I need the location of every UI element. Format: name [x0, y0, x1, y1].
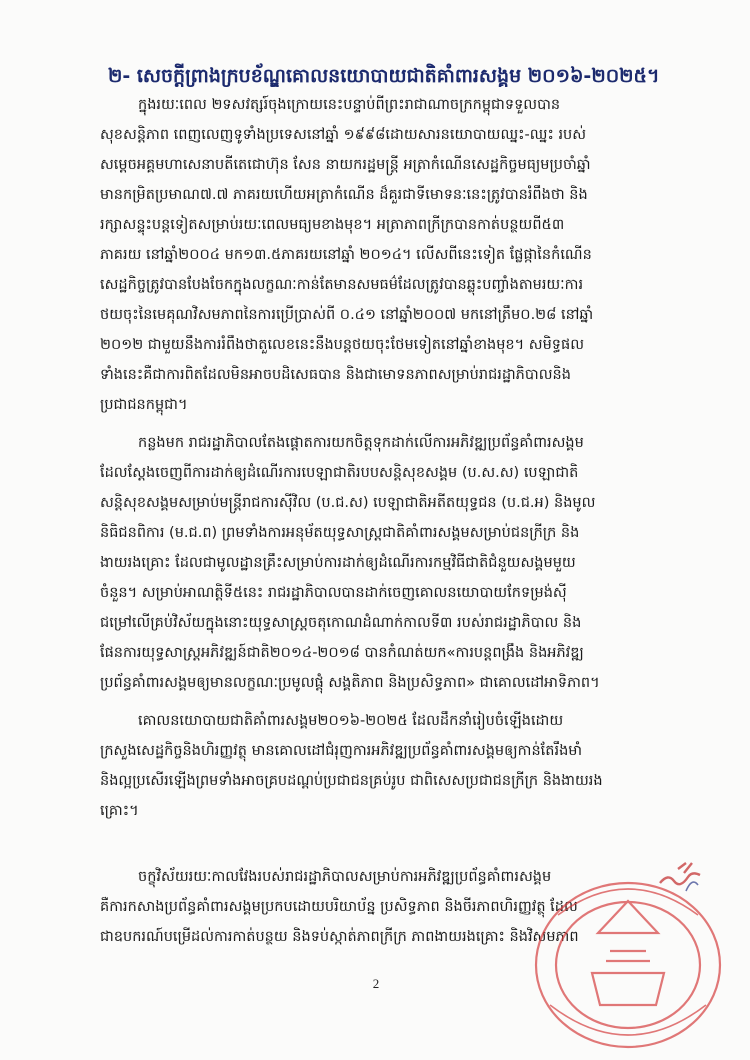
paragraph-line: និងល្អប្រសើរឡើងព្រមទាំងអាចគ្របដណ្តប់ប្រជាជនគ្រប់រូប ជាពិសេសប្រជាជនក្រីក្រ និងងាយរង	[100, 773, 603, 789]
paragraph-line: ចំនួន។ សម្រាប់អាណត្តិទី៥នេះ រាជរដ្ឋាភិបាលបានដាក់ចេញគោលនយោបាយកែទម្រង់ស៊ី	[100, 585, 567, 601]
section-heading: ២- សេចក្តីព្រាងក្របខ័ណ្ឌគោលនយោបាយជាតិគាំពារសង្គម ២០១៦-២០២៥។	[108, 65, 660, 87]
paragraph-line: គឺការកសាងប្រព័ន្ធគាំពារសង្គមប្រកបដោយបរិយាប័ន្ន ប្រសិទ្ធភាព និងចីរភាពហិរញ្ញវត្ថុ ដែល	[100, 899, 578, 915]
official-seal-icon	[510, 855, 730, 1055]
paragraph-line: ដែលស្តែងចេញពីការដាក់ឲ្យដំណើរការបេឡាជាតិរបបសន្តិសុខសង្គម (ប.ស.ស) បេឡាជាតិ	[100, 465, 579, 481]
paragraph-line: សន្តិសុខសង្គមសម្រាប់មន្ត្រីរាជការស៊ីវិល (ប.ជ.ស) បេឡាជាតិអតីតយុទ្ធជន (ប.ជ.អ) និងមូល	[100, 495, 596, 511]
paragraph-line: ថយចុះនៃមេគុណវិសមភាពនៃការប្រើប្រាស់ពី ០.៤១ នៅឆ្នាំ២០០៧ មកនៅត្រឹម០.២៨ នៅឆ្នាំ	[100, 307, 594, 323]
paragraph-line: ប្រជាជនកម្ពុជា។	[100, 397, 188, 413]
paragraph-line: សុខសន្តិភាព ពេញលេញទូទាំងប្រទេសនៅឆ្នាំ ១៩៩៨ដោយសារនយោបាយឈ្នះ-ឈ្នះ របស់	[100, 127, 587, 143]
paragraph-line: ផែនការយុទ្ធសាស្រ្តអភិវឌ្ឍន៍ជាតិ២០១៤-២០១៨ បានកំណត់យក«ការបន្តពង្រឹង និងអភិវឌ្ឍ	[100, 645, 584, 661]
paragraph-1	[100, 90, 672, 420]
paragraph-2	[100, 428, 672, 698]
paragraph-line: ទាំងនេះគឺជាការពិតដែលមិនអាចបដិសេធបាន និងជាមោទនភាពសម្រាប់រាជរដ្ឋាភិបាលនិង	[100, 367, 571, 383]
paragraph-line: ងាយរងគ្រោះ ដែលជាមូលដ្ឋានគ្រឹះសម្រាប់ការដាក់ឲ្យដំណើរការកម្មវិធីជាតិជំនួយសង្គមមួយ	[100, 555, 576, 571]
paragraph-line: គ្រោះ។	[100, 803, 139, 819]
paragraph-line: ២០១២ ជាមួយនឹងការរំពឹងថាតួលេខនេះនឹងបន្តថយចុះថែមទៀតនៅឆ្នាំខាងមុខ។ សមិទ្ធផល	[100, 337, 585, 353]
paragraph-line: សម្តេចអគ្គមហាសេនាបតីតេជោហ៊ុន សែន នាយករដ្ឋមន្ត្រី អត្រាកំណើនសេដ្ឋកិច្ចមធ្យមប្រចាំឆ្នាំ	[100, 157, 591, 173]
paragraph-line: គោលនយោបាយជាតិគាំពារសង្គម២០១៦-២០២៥ ដែលដឹកនាំរៀបចំឡើងដោយ	[138, 713, 564, 729]
paragraph-line: និធិជនពិការ (ម.ជ.ព) ព្រមទាំងការអនុម័តយុទ្ធសាស្ត្រជាតិគាំពារសង្គមសម្រាប់ជនក្រីក្រ និង	[100, 525, 580, 541]
paragraph-3	[100, 706, 672, 826]
paragraph-line: សេដ្ឋកិច្ចត្រូវបានបែងចែកក្នុងលក្ខណៈកាន់តែមានសមធម៌ដែលត្រូវបានឆ្លុះបញ្ចាំងតាមរយៈការ	[100, 277, 584, 293]
paragraph-line: ក្នុងរយៈពេល ២ទសវត្សរ៍ចុងក្រោយនេះបន្ទាប់ពីព្រះរាជាណាចក្រកម្ពុជាទទួលបាន	[138, 97, 561, 113]
paragraph-line: រក្សាសន្ទុះបន្តទៀតសម្រាប់រយៈពេលមធ្យមខាងមុខ។ អត្រាភាពក្រីក្របានកាត់បន្ថយពី៥៣	[100, 217, 565, 233]
paragraph-line: ចក្ខុវិស័យរយៈកាលវែងរបស់រាជរដ្ឋាភិបាលសម្រាប់ការអភិវឌ្ឍប្រព័ន្ធគាំពារសង្គម	[138, 869, 552, 885]
page-number: 2	[372, 976, 380, 991]
paragraph-line: ប្រព័ន្ធគាំពារសង្គមឲ្យមានលក្ខណៈប្រមូលផ្តុំ សង្គតិភាព និងប្រសិទ្ធភាព» ជាគោលដៅអាទិភាព។	[100, 675, 600, 691]
paragraph-line: ជាឧបករណ៍បម្រើដល់ការកាត់បន្ថយ និងទប់ស្កាត់ភាពក្រីក្រ ភាពងាយរងគ្រោះ និងវិសមភាព	[100, 929, 579, 945]
paragraph-line: មានកម្រិតប្រមាណ៧.៧ ភាគរយហើយអត្រាកំណើន ដ៏គួរជាទីមោទនៈនេះត្រូវបានរំពឹងថា និង	[100, 187, 588, 203]
paragraph-line: ភាគរយ នៅឆ្នាំ២០០៤ មក១៣.៥ភាគរយនៅឆ្នាំ ២០១៤។ លើសពីនេះទៀត ផ្លែផ្កានៃកំណើន	[100, 247, 592, 263]
paragraph-line: ក្រសួងសេដ្ឋកិច្ចនិងហិរញ្ញវត្ថុ មានគោលដៅជំរុញការអភិវឌ្ឍប្រព័ន្ធគាំពារសង្គមឲ្យកាន់តែរឹងមាំ	[100, 743, 583, 759]
paragraph-line: កន្លងមក រាជរដ្ឋាភិបាលតែងផ្តោតការយកចិត្តទុកដាក់លើការអភិវឌ្ឍប្រព័ន្ធគាំពារសង្គម	[138, 435, 584, 451]
paragraph-line: ជម្រៅលើគ្រប់វិស័យក្នុងនោះយុទ្ធសាស្រ្តចតុកោណដំណាក់កាលទី៣ របស់រាជរដ្ឋាភិបាល និង	[100, 615, 582, 631]
